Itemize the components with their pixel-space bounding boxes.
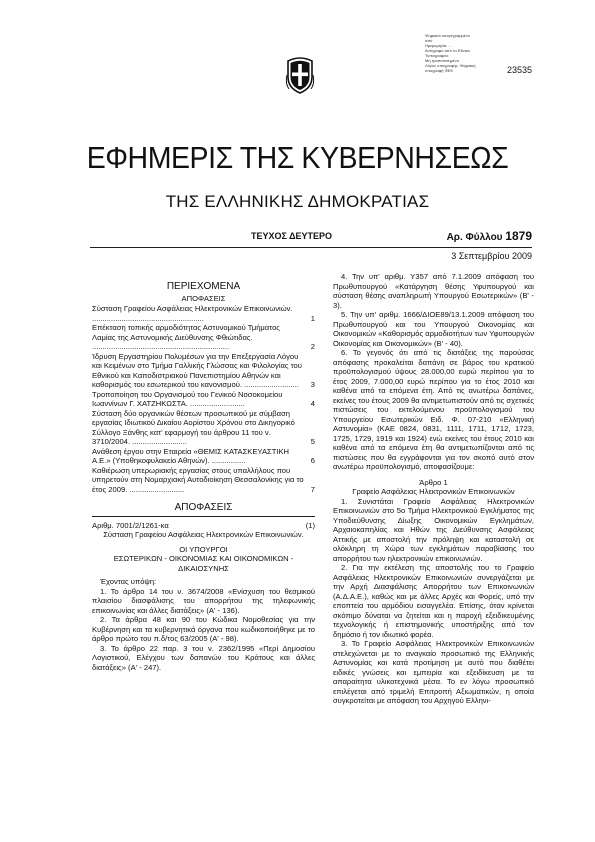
issue-label: ΤΕΥΧΟΣ ΔΕΥΤΕΡΟ <box>251 231 333 241</box>
recital-paragraph: 4. Την υπ' αριθμ. Υ357 από 7.1.2009 απόφαση του Πρωθυπουργού «Κατάργηση θέσης Υφυπουργού και σύσταση θέσης αναπληρωτή Υπουργού Εσωτερικών» (Β' - 3). <box>333 272 534 310</box>
issue-date: 3 Σεπτεμβρίου 2009 <box>451 251 532 261</box>
sheet-label: Αρ. Φύλλου <box>446 232 503 243</box>
having-in-view: Έχοντας υπόψη: <box>100 577 157 586</box>
toc-item[interactable]: Ανάθεση έργου στην Εταιρεία «ΘΕΜΙΣ ΚΑΤΑΣΚΕΥΑΣΤΙΚΗ Α.Ε.» (Υποθηκοφυλακείο Αθηνών). ................ 6 <box>92 446 315 465</box>
stamp-line: Λόγος υπογραφής: Ψηφιακή <box>425 63 476 68</box>
header-rule <box>90 247 532 248</box>
digital-signature-stamp <box>425 33 485 73</box>
toc-item[interactable]: Καθιέρωση υπερωριακής εργασίας στους υπαλλήλους που υπηρετούν στη Νομαρχιακή Αυτοδιοίκηση Θεσσαλονίκης για το έτος 2009. .......................... 7 <box>92 465 315 494</box>
article-paragraph: 3. Το Γραφείο Ασφάλειας Ηλεκτρονικών Επικοινωνιών στελεχώνεται με το αναγκαίο προσωπικό της Ελληνικής Αστυνομίας και κατά προτίμηση με αυτό που διαθέτει ειδικές γνώσεις και εμπειρία και εξειδίκευση με τα απαραίτητα υλικοτεχνικά μέσα. Το εν λόγω προσωπικό επιλέγεται από τριμελή Επιτροπή Αξιωματικών, η οποία συγκροτείται με απόφαση του Αρχηγού Ελληνι- <box>333 639 534 705</box>
stamp-line: από <box>425 38 433 43</box>
recital-paragraph: 1. Το άρθρο 14 του ν. 3674/2008 «Ενίσχυση του θεσμικού πλαισίου διασφάλισης του απορρήτου της τηλεφωνικής επικοινωνίας και άλλες διατάξεις» (Α' - 136). <box>92 586 315 615</box>
stamp-line: Τυπογραφείο <box>425 53 449 58</box>
decision-number: Αριθμ. 7001/2/1261-κα <box>92 520 169 530</box>
decision-subject: Σύσταση Γραφείου Ασφάλειας Ηλεκτρονικών Επικοινωνιών. <box>103 530 304 539</box>
decision-index: (1) <box>305 520 315 530</box>
ministers-line1: ΟΙ ΥΠΟΥΡΓΟΙ <box>179 544 228 554</box>
article-paragraph: 2. Για την εκτέλεση της αποστολής του το Γραφείο Ασφάλειας Ηλεκτρονικών Επικοινωνιών συνεργάζεται με την Αρχή Διασφάλισης Απορρήτου των Επικοινωνιών (Α.Δ.Α.Ε.), καθώς και με άλλες Αρχές και Φορείς, υπό την εποπτεία του αρμόδιου εισαγγελέα. Επίσης, όταν κρίνεται σκόπιμο δύναται να ζητείται και η παροχή εξειδικευμένης τεχνολογικής ή επιστημονικής υποστήριξης από τον δημόσιο ή τον ιδιωτικό φορέα. <box>333 563 534 639</box>
left-column <box>92 272 315 672</box>
article-subtitle: Γραφείο Ασφάλειας Ηλεκτρονικών Επικοινωνιών <box>352 487 515 496</box>
stamp-line: Ημερομηνία: ... <box>425 43 452 48</box>
recital-paragraph: 5. Την υπ' αριθμ. 1666/ΔΙΟΕ89/13.1.2009 απόφαση του Πρωθυπουργού και του Υπουργού Οικονομίας και Οικονομικών «Καθορισμός αρμοδιοτήτων των Υφυπουργών Οικονομίας και Οικονομικών» (Β' - 40). <box>333 310 534 348</box>
decisions-heading: ΑΠΟΦΑΣΕΙΣ <box>174 502 233 513</box>
stamp-line: Ψηφιακά υπογεγραμμένο <box>425 33 470 38</box>
right-column <box>333 272 534 706</box>
stamp-line: υπογραφή ΦΕΚ <box>425 68 454 73</box>
gazette-title: ΕΦΗΜΕΡΙΣ ΤΗΣ ΚΥΒΕΡΝΗΣΕΩΣ <box>86 140 509 175</box>
recital-paragraph: 2. Τα άρθρα 48 και 90 του Κώδικα Νομοθεσίας για την Κυβέρνηση και τα κυβερνητικά όργανα που κωδικοποιήθηκε με το άρθρο πρώτο του π.δ/τος 63/2005 (Α' - 98). <box>92 615 315 643</box>
toc-item[interactable]: Τροποποίηση του Οργανισμού του Γενικού Νοσοκομείου Ιωαννίνων Γ. ΧΑΤΖΗΚΩΣΤΑ. .......................... 4 <box>92 389 315 408</box>
decision-number-row <box>92 521 315 531</box>
gazette-subtitle: ΤΗΣ ΕΛΛΗΝΙΚΗΣ ΔΗΜΟΚΡΑΤΙΑΣ <box>165 192 430 211</box>
stamp-line: Αντίγραφο από το Εθνικό <box>425 48 470 53</box>
toc-item[interactable]: Ίδρυση Εργαστηρίου Πολυμέσων για την Επεξεργασία Λόγου και Κειμένων στο Τμήμα Γαλλικής Γλώσσας και Φιλολογίας του Εθνικού και Καποδιστριακού Πανεπιστημίου Αθηνών και καθορισμός του εσωτερικού του κανονισμού. .......................... 3 <box>92 351 315 389</box>
stamp-line: Μη τροποποιημένο <box>425 58 459 63</box>
toc-item[interactable]: Επέκταση τοπικής αρμοδιότητας Αστυνομικού Τμήματος Λαμίας της Αστυνομικής Διεύθυνσης Φθιώτιδας. ................................................................. 2 <box>92 323 315 351</box>
recital-paragraph: 6. Το γεγονός ότι από τις διατάξεις της παρούσας απόφασης προκαλείται δαπάνη σε βάρος του κρατικού προϋπολογισμού ύψους 28.000,00 ευρώ περίπου για το έτος 2009, 7.000,00 ευρώ περίπου για το έτος 2010 και καθένα από τα επόμενα έτη. Από τις ανωτέρω δαπάνες, εκείνες του έτους 2009 θα αντιμετωπιστούν από τις σχετικές πιστώσεις του εκτελούμενου προϋπολογισμού του Υπουργείου Εσωτερικών Ειδ. Φ. 07-210 «Ελληνική Αστυνομία» (ΚΑΕ 0824, 0831, 1111, 1711, 1712, 1723, 1725, 1729, 1919 και 1924) ενώ εκείνες του έτους 2010 και καθένα από τα επόμενα έτη θα αντιμετωπίζονται από τις πιστώσεις που θα εγγράφονται για τον σκοπό αυτό στον ανωτέρω προϋπολογισμό, αποφασίζουμε: <box>333 348 534 471</box>
contents-decisions-heading: ΑΠΟΦΑΣΕΙΣ <box>181 293 226 303</box>
decisions-rule <box>92 516 315 517</box>
ministers-line2: ΕΣΩΤΕΡΙΚΩΝ - ΟΙΚΟΝΟΜΙΑΣ ΚΑΙ ΟΙΚΟΝΟΜΙΚΩΝ - ΔΙΚΑΙΟΣΥΝΗΣ <box>113 554 294 573</box>
page-number: 23535 <box>506 65 532 75</box>
article-title: Άρθρο 1 <box>419 477 448 487</box>
article-paragraph: 1. Συνιστάται Γραφείο Ασφάλειας Ηλεκτρονικών Επικοινωνιών στο 5ο Τμήμα Ηλεκτρονικού Εγκλήματος της Υποδιεύθυνσης Δίωξης Οικονομικών Εγκλημάτων, Αρχαιοκαπηλίας και Ηθών της Διεύθυνσης Ασφάλειας Αττικής με αποστολή την πρόληψη και καταστολή σε ολόκληρη τη Χώρα των εγκλημάτων παραβίασης του απορρήτου των ηλεκτρονικών επικοινωνιών. <box>333 496 534 563</box>
greek-coat-of-arms-icon <box>285 55 315 95</box>
contents-heading: ΠΕΡΙΕΧΟΜΕΝΑ <box>166 281 241 292</box>
sheet-number-value: 1879 <box>505 229 532 243</box>
toc-item[interactable]: Σύσταση Γραφείου Ασφάλειας Ηλεκτρονικών Επικοινωνιών. ..................................................... 1 <box>92 304 315 323</box>
recital-paragraph: 3. Το άρθρο 22 παρ. 3 του ν. 2362/1995 «Περί Δημοσίου Λογιστικού, Ελέγχου των δαπανών του Κράτους και άλλες διατάξεις» (Α' - 247). <box>92 643 315 672</box>
toc-item[interactable]: Σύσταση δύο οργανικών θέσεων προσωπικού με σύμβαση εργασίας Ιδιωτικού Δικαίου Αορίστου Χρόνου στο Δικηγορικό Σύλλογο Ξάνθης κατ' εφαρμογή του άρθρου 11 του ν. 3710/2004. .......................... 5 <box>92 408 315 446</box>
sheet-number <box>447 229 532 243</box>
